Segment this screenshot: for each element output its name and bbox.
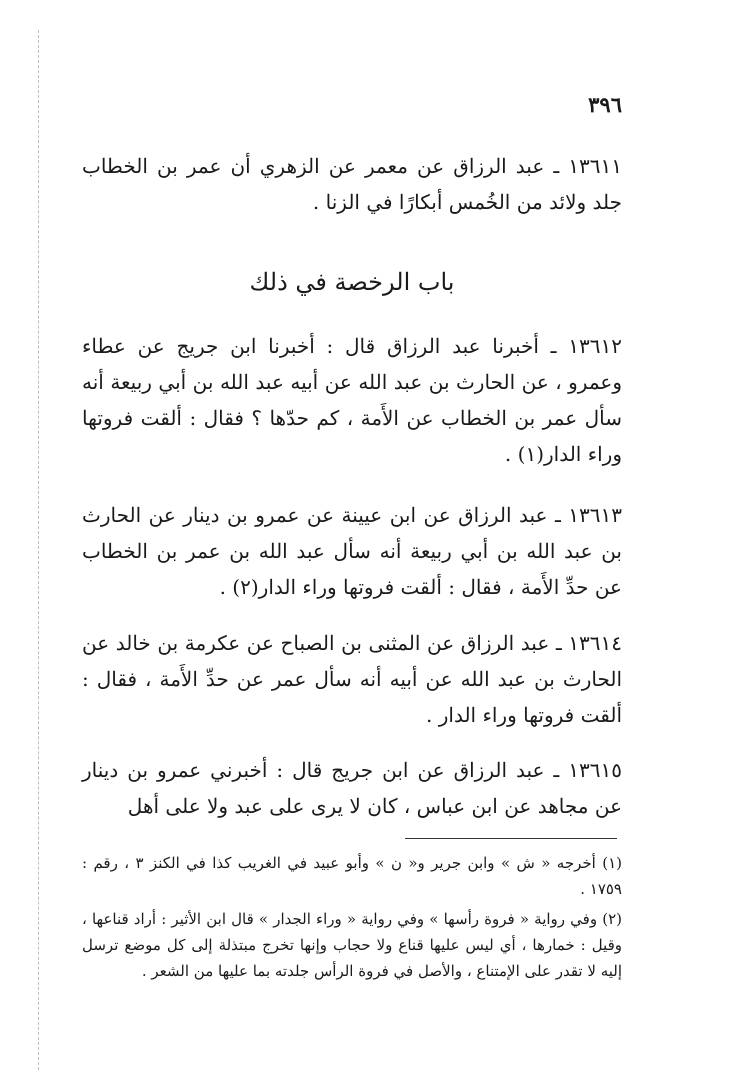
hadith-entry-13615 bbox=[82, 752, 622, 824]
hadith-text: ١٣٦١٣ ـ عبد الرزاق عن ابن عيينة عن عمرو بن دينار عن الحارث بن عبد الله بن أبي ربيعة أنه سأل عبد الله بن عمر بن الخطاب عن حدِّ الأَمة ، فقال : ألقت فروتها وراء الدار(٢) . bbox=[82, 503, 622, 599]
footnotes bbox=[82, 850, 622, 988]
hadith-entry-13611 bbox=[82, 148, 622, 220]
section-heading: باب الرخصة في ذلك bbox=[249, 268, 455, 296]
footnote-divider bbox=[405, 838, 617, 839]
hadith-entry-13614 bbox=[82, 625, 622, 733]
hadith-text: ١٣٦١٤ ـ عبد الرزاق عن المثنى بن الصباح عن عكرمة بن خالد عن الحارث بن عبد الله عن أبيه أنه سأل عمر عن حدِّ الأَمة ، فقال : ألقت فروتها وراء الدار . bbox=[82, 631, 622, 727]
hadith-text: ١٣٦١١ ـ عبد الرزاق عن معمر عن الزهري أن عمر بن الخطاب جلد ولائد من الخُمس أبكارًا في الزنا . bbox=[82, 154, 623, 214]
hadith-entry-13612 bbox=[82, 328, 622, 472]
hadith-text: ١٣٦١٢ ـ أخبرنا عبد الرزاق قال : أخبرنا ابن جريج عن عطاء وعمرو ، عن الحارث بن عبد الله عن أبيه عبد الله بن أبي ربيعة أنه سأل عمر بن الخطاب عن الأَمة ، كم حدّها ؟ فقال : ألقت فروتها وراء الدار(١) . bbox=[82, 334, 622, 466]
footnote-1: (١) أخرجه « ش » وابن جرير و« ن » وأبو عبيد في الغريب كذا في الكنز ٣ ، رقم : ١٧٥٩ . bbox=[82, 854, 622, 898]
hadith-entry-13613 bbox=[82, 497, 622, 605]
page-number: ٣٩٦ bbox=[588, 92, 622, 117]
footnote-2: (٢) وفي رواية « فروة رأسها » وفي رواية « وراء الجدار » قال ابن الأثير : أراد قناعها ، وقيل : خمارها ، أي ليس عليها قناع ولا حجاب وإنها تخرج مبتذلة إلى كل موضع ترسل إليه لا تقدر على الإمتناع ، والأصل في فروة الرأس جلدته بما عليها من الشعر . bbox=[82, 910, 622, 980]
binding-margin-line bbox=[38, 30, 39, 1070]
hadith-text: ١٣٦١٥ ـ عبد الرزاق عن ابن جريج قال : أخبرني عمرو بن دينار عن مجاهد عن ابن عباس ، كان لا يرى على عبد ولا على أهل bbox=[82, 758, 622, 818]
